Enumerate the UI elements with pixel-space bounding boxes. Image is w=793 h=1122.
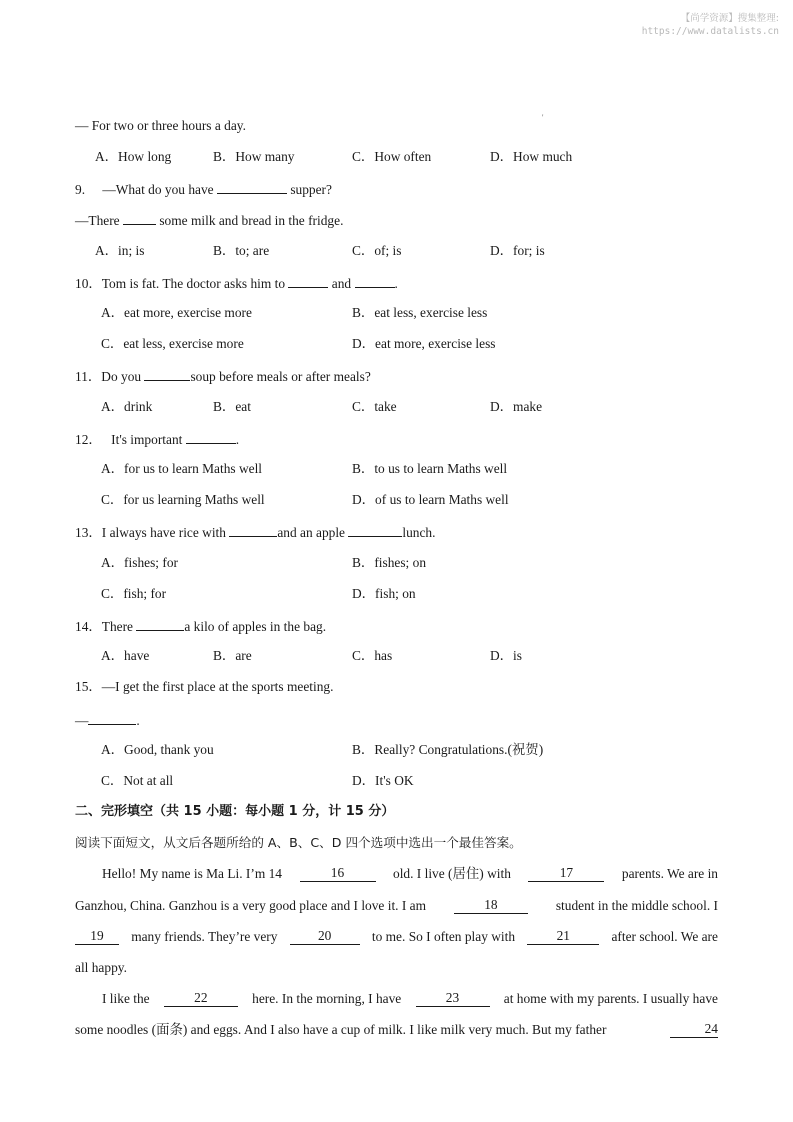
q9-line2: —There some milk and bread in the fridge. (75, 213, 344, 228)
passage-line: I like the 22 here. In the morning, I have 23 at home with my parents. I usually have (102, 990, 718, 1006)
q15-option-c: C．Not at all (101, 773, 174, 788)
answer-blank[interactable] (186, 430, 236, 444)
section-instruction: 阅读下面短文，从文后各题所给的 A、B、C、D 四个选项中选出一个最佳答案。 (75, 835, 522, 850)
watermark-url: https://www.datalists.cn (641, 26, 779, 37)
q8-answer-line: — For two or three hours a day. (75, 118, 246, 133)
q9-option-b: B．to; are (213, 243, 270, 258)
section-heading: 二、完形填空（共 15 小题：每小题 1 分，计 15 分） (75, 804, 395, 819)
q14-option-d: D．is (490, 648, 522, 663)
q15-option-b: B．Really? Congratulations.(祝贺) (352, 742, 544, 757)
q13-option-b: B．fishes; on (352, 555, 427, 570)
q10-option-a: A．eat more, exercise more (101, 305, 252, 320)
q11-stem: 11．Do you soup before meals or after meals? (75, 369, 371, 384)
q14-option-b: B．are (213, 648, 252, 663)
q11-option-d: D．make (490, 399, 543, 414)
q12-option-b: B．to us to learn Maths well (352, 461, 508, 476)
q10-option-d: D．eat more, exercise less (352, 336, 496, 351)
q14-option-a: A．have (101, 648, 150, 663)
q13-option-a: A．fishes; for (101, 555, 178, 570)
answer-blank[interactable] (288, 274, 328, 288)
q14-stem: 14．There a kilo of apples in the bag. (75, 619, 327, 634)
q9-option-d: D．for; is (490, 243, 545, 258)
watermark (642, 12, 779, 38)
answer-blank[interactable] (217, 180, 287, 194)
answer-blank[interactable] (229, 523, 277, 537)
q8-option-d: D．How much (490, 149, 573, 164)
q12-stem: 12． It's important . (75, 432, 240, 447)
q13-option-d: D．fish; on (352, 586, 416, 601)
passage-line: 19 many friends. They’re very 20 to me. So I often play with 21 after school. We are (75, 929, 718, 945)
cloze-blank-24[interactable]: 24 (670, 1022, 718, 1038)
answer-blank[interactable] (136, 617, 184, 631)
q13-option-c: C．fish; for (101, 586, 167, 601)
passage-line: some noodles (面条) and eggs. And I also have a cup of milk. I like milk very much. But my father 24 (75, 1021, 718, 1037)
q12-option-a: A．for us to learn Maths well (101, 461, 263, 476)
answer-blank[interactable] (355, 274, 395, 288)
cloze-blank-17[interactable]: 17 (528, 866, 604, 882)
cloze-blank-23[interactable]: 23 (416, 991, 490, 1007)
q9-option-c: C．of; is (352, 243, 402, 258)
answer-blank[interactable] (348, 523, 402, 537)
q11-option-b: B．eat (213, 399, 251, 414)
answer-blank[interactable] (144, 367, 190, 381)
q14-option-c: C．has (352, 648, 393, 663)
passage-line: all happy. (75, 960, 127, 975)
q8-option-c: C．How often (352, 149, 432, 164)
q15-option-a: A．Good, thank you (101, 742, 214, 757)
q9-option-a: A．in; is (95, 243, 145, 258)
q13-stem: 13．I always have rice with and an apple lunch. (75, 525, 436, 540)
cloze-blank-20[interactable]: 20 (290, 929, 360, 945)
stray-mark: ' (542, 113, 544, 122)
cloze-blank-19[interactable]: 19 (75, 929, 119, 945)
cloze-blank-22[interactable]: 22 (164, 991, 238, 1007)
cloze-blank-21[interactable]: 21 (527, 929, 599, 945)
answer-blank[interactable] (88, 711, 136, 725)
q15-option-d: D．It's OK (352, 773, 414, 788)
q12-option-d: D．of us to learn Maths well (352, 492, 509, 507)
q15-reply: — . (75, 713, 140, 728)
q10-option-b: B．eat less, exercise less (352, 305, 488, 320)
cloze-blank-18[interactable]: 18 (454, 898, 528, 914)
q10-stem: 10．Tom is fat. The doctor asks him to and . (75, 276, 398, 291)
q9-number: 9. (75, 182, 86, 197)
passage-line: Hello! My name is Ma Li. I’m 14 16 old. I live (居住) with 17 parents. We are in (102, 865, 718, 881)
watermark-title: 【尚学资源】搜集整理: (680, 13, 779, 24)
q12-option-c: C．for us learning Maths well (101, 492, 265, 507)
q9-stem: 9. —What do you have supper? (75, 182, 332, 197)
q11-option-c: C．take (352, 399, 397, 414)
q15-stem: 15．—I get the first place at the sports meeting. (75, 679, 334, 694)
q11-option-a: A．drink (101, 399, 153, 414)
cloze-blank-16[interactable]: 16 (300, 866, 376, 882)
q8-option-a: A．How long (95, 149, 172, 164)
q8-option-b: B．How many (213, 149, 295, 164)
answer-blank[interactable] (123, 211, 156, 225)
q10-option-c: C．eat less, exercise more (101, 336, 244, 351)
passage-line: Ganzhou, China. Ganzhou is a very good place and I love it. I am 18 student in the middle school. I (75, 897, 718, 913)
